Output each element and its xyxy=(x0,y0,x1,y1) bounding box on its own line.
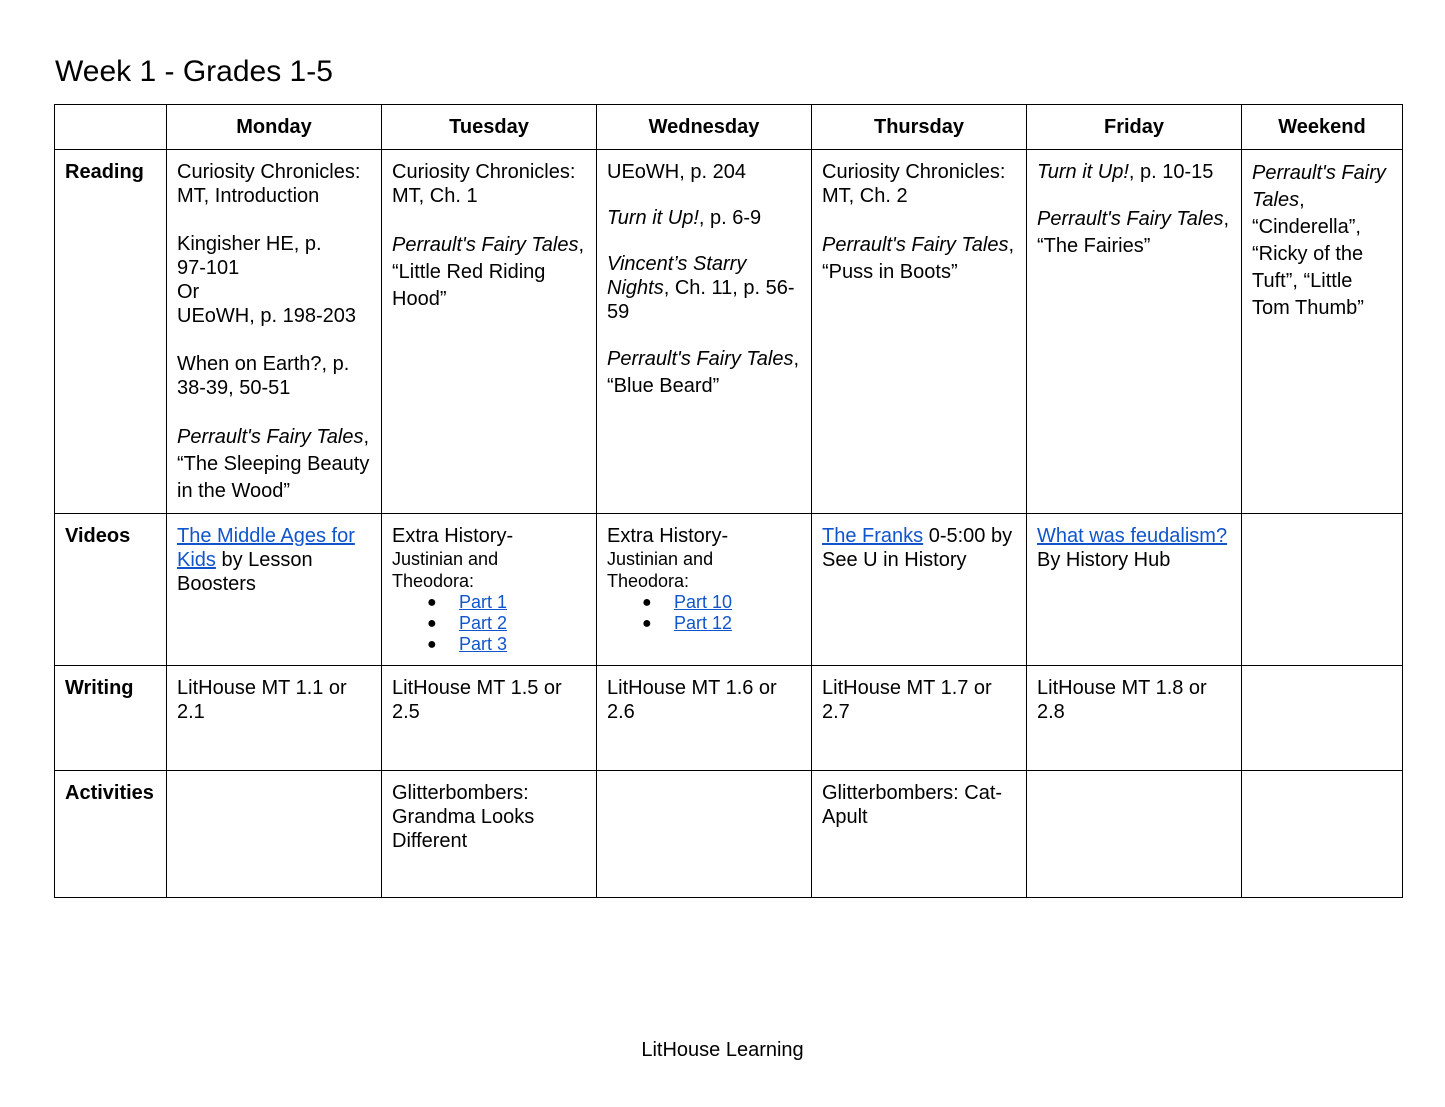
book-title: Perrault's Fairy Tales xyxy=(607,348,794,370)
book-title: Perrault's Fairy Tales xyxy=(1037,208,1224,230)
video-subheading: Justinian and xyxy=(392,549,499,569)
book-detail: , “Puss in Boots” xyxy=(822,234,1015,283)
reading-monday-line: Kingisher HE, p. xyxy=(177,233,322,255)
row-label-reading: Reading xyxy=(55,150,167,514)
writing-thursday-cell: LitHouse MT 1.7 or 2.7 xyxy=(812,666,1027,771)
video-link-part-3[interactable]: Part 3 xyxy=(459,634,508,654)
video-heading: Extra History- xyxy=(607,525,729,547)
activities-weekend-cell xyxy=(1242,771,1403,898)
writing-tuesday-cell: LitHouse MT 1.5 or 2.5 xyxy=(382,666,597,771)
book-title: Turn it Up! xyxy=(1037,161,1129,183)
book-detail: , Ch. 11, p. 56-59 xyxy=(607,277,795,323)
reading-friday-turn xyxy=(1037,160,1231,184)
video-subheading: Theodora: xyxy=(607,571,690,591)
activities-friday-cell xyxy=(1027,771,1242,898)
bullet-icon: ● xyxy=(427,636,437,653)
book-detail: , p. 10-15 xyxy=(1128,161,1214,183)
videos-tuesday-cell xyxy=(382,514,597,666)
videos-friday-cell xyxy=(1027,514,1242,666)
book-detail: , “Cinderella”, “Ricky of the Tuft”, “Little Tom Thumb” xyxy=(1252,189,1364,319)
book-title: Vincent’s Starry Nights xyxy=(607,253,747,299)
video-subheading: Justinian and xyxy=(607,549,714,569)
book-title: Perrault's Fairy Tales xyxy=(822,234,1009,256)
reading-friday-cell xyxy=(1027,150,1242,514)
activities-wednesday-cell xyxy=(597,771,812,898)
bullet-icon: ● xyxy=(642,615,652,632)
reading-monday-line: When on Earth?, p. xyxy=(177,353,350,375)
day-header-friday: Friday xyxy=(1027,105,1242,150)
bullet-icon: ● xyxy=(427,615,437,632)
page-title: Week 1 - Grades 1-5 xyxy=(55,55,333,88)
reading-wednesday-vincent xyxy=(607,252,801,324)
list-item xyxy=(607,613,801,634)
row-label-videos: Videos xyxy=(55,514,167,666)
activities-monday-cell xyxy=(167,771,382,898)
book-title: Perrault's Fairy Tales xyxy=(177,426,364,448)
reading-thursday-line: MT, Ch. 2 xyxy=(822,185,908,207)
reading-monday-line: 97-101 xyxy=(177,257,240,279)
reading-wednesday-perrault xyxy=(607,346,801,400)
video-link-part-10[interactable]: Part 10 xyxy=(674,592,733,612)
video-credit: by Lesson Boosters xyxy=(177,549,313,595)
row-label-activities: Activities xyxy=(55,771,167,898)
bullet-icon: ● xyxy=(642,594,652,611)
corner-cell xyxy=(55,105,167,150)
reading-wednesday-line: UEoWH, p. 204 xyxy=(607,161,746,183)
book-detail: , “The Sleeping Beauty in the Wood” xyxy=(177,426,370,502)
reading-weekend-perrault xyxy=(1252,160,1392,322)
list-item xyxy=(392,613,586,634)
book-detail: , “Blue Beard” xyxy=(607,348,800,397)
reading-row xyxy=(55,150,1403,514)
reading-wednesday-turn xyxy=(607,206,801,230)
day-header-wednesday: Wednesday xyxy=(597,105,812,150)
videos-monday-cell xyxy=(167,514,382,666)
reading-monday-line: UEoWH, p. 198-203 xyxy=(177,305,356,327)
day-header-tuesday: Tuesday xyxy=(382,105,597,150)
header-row xyxy=(55,105,1403,150)
reading-wednesday-cell xyxy=(597,150,812,514)
reading-tuesday-line: Curiosity Chronicles: xyxy=(392,161,576,183)
book-detail: , “The Fairies” xyxy=(1037,208,1230,257)
page-footer: LitHouse Learning xyxy=(641,1039,804,1061)
bullet-icon: ● xyxy=(427,594,437,611)
video-credit: By History Hub xyxy=(1037,549,1171,571)
book-title: Turn it Up! xyxy=(607,207,699,229)
list-item xyxy=(607,592,801,613)
reading-thursday-cell xyxy=(812,150,1027,514)
list-item xyxy=(392,592,586,613)
reading-tuesday-perrault xyxy=(392,232,586,313)
activities-tuesday-cell: Glitterbombers: Grandma Looks Different xyxy=(382,771,597,898)
reading-monday-line: 38-39, 50-51 xyxy=(177,377,291,399)
reading-thursday-line: Curiosity Chronicles: xyxy=(822,161,1006,183)
day-header-thursday: Thursday xyxy=(812,105,1027,150)
videos-weekend-cell xyxy=(1242,514,1403,666)
writing-weekend-cell xyxy=(1242,666,1403,771)
reading-monday-line: MT, Introduction xyxy=(177,185,320,207)
video-link-part-12[interactable]: Part 12 xyxy=(674,613,733,633)
reading-tuesday-line: MT, Ch. 1 xyxy=(392,185,478,207)
activities-row xyxy=(55,771,1403,898)
writing-row xyxy=(55,666,1403,771)
video-heading: Extra History- xyxy=(392,525,514,547)
writing-wednesday-cell: LitHouse MT 1.6 or 2.6 xyxy=(597,666,812,771)
video-parts-list xyxy=(392,592,586,655)
videos-thursday-cell xyxy=(812,514,1027,666)
videos-wednesday-cell xyxy=(597,514,812,666)
video-link-part-2[interactable]: Part 2 xyxy=(459,613,508,633)
videos-row xyxy=(55,514,1403,666)
reading-monday-line: Curiosity Chronicles: xyxy=(177,161,361,183)
video-link-middle-ages[interactable]: The Middle Ages for Kids xyxy=(177,525,355,571)
day-header-weekend: Weekend xyxy=(1242,105,1403,150)
video-subheading: Theodora: xyxy=(392,571,475,591)
reading-tuesday-cell xyxy=(382,150,597,514)
day-header-monday: Monday xyxy=(167,105,382,150)
reading-weekend-cell xyxy=(1242,150,1403,514)
video-credit: 0-5:00 by See U in History xyxy=(822,525,1013,571)
book-detail: , “Little Red Riding Hood” xyxy=(392,234,585,310)
reading-monday-perrault xyxy=(177,424,371,505)
reading-monday-cell xyxy=(167,150,382,514)
reading-friday-perrault xyxy=(1037,206,1231,260)
book-title: Perrault's Fairy Tales xyxy=(1252,162,1386,211)
book-detail: , p. 6-9 xyxy=(698,207,762,229)
writing-friday-cell: LitHouse MT 1.8 or 2.8 xyxy=(1027,666,1242,771)
writing-monday-cell: LitHouse MT 1.1 or 2.1 xyxy=(167,666,382,771)
book-title: Perrault's Fairy Tales xyxy=(392,234,579,256)
schedule-table xyxy=(54,104,1403,898)
video-link-feudalism[interactable]: What was feudalism? xyxy=(1037,525,1228,547)
reading-monday-line: Or xyxy=(177,281,200,303)
reading-thursday-perrault xyxy=(822,232,1016,286)
video-link-part-1[interactable]: Part 1 xyxy=(459,592,508,612)
activities-thursday-cell: Glitterbombers: Cat-Apult xyxy=(812,771,1027,898)
video-link-the-franks[interactable]: The Franks xyxy=(822,525,924,547)
row-label-writing: Writing xyxy=(55,666,167,771)
list-item xyxy=(392,634,586,655)
video-parts-list xyxy=(607,592,801,634)
